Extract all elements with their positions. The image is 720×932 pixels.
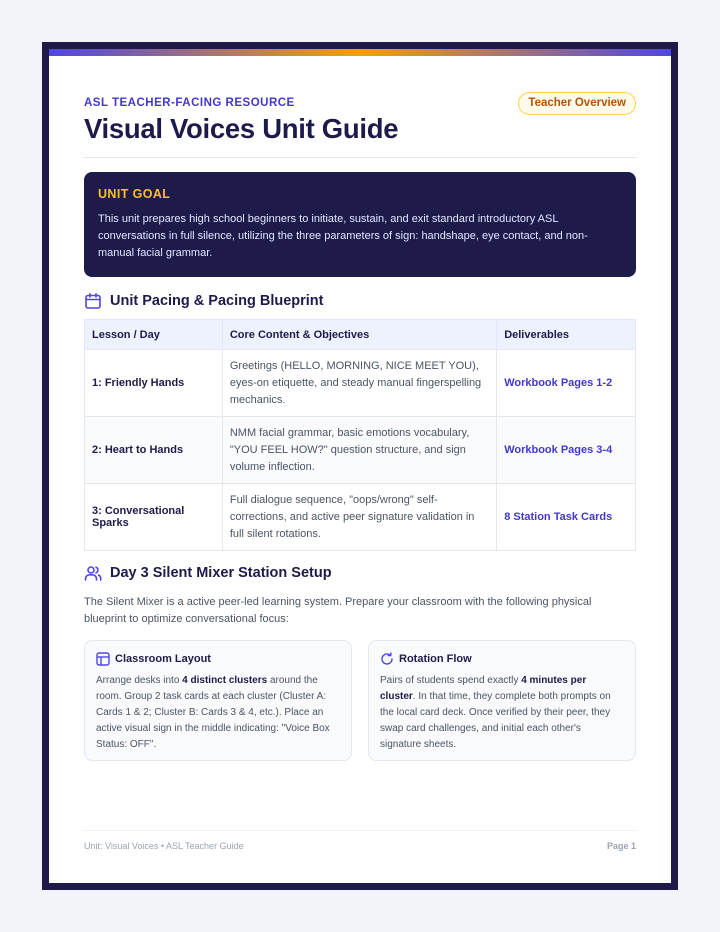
mixer-section-heading <box>84 563 332 583</box>
card-text-emphasis: 4 distinct clusters <box>182 675 268 686</box>
users-icon <box>84 564 102 582</box>
content-cell: Greetings (HELLO, MORNING, NICE MEET YOU), eyes-on etiquette, and steady manual fingerspelling mechanics. <box>222 350 496 417</box>
card-title: Rotation Flow <box>399 653 472 665</box>
deliverable-cell: Workbook Pages 1-2 <box>497 350 636 417</box>
classroom-layout-card <box>84 640 352 761</box>
teacher-overview-badge: Teacher Overview <box>518 92 636 115</box>
resource-eyebrow: ASL TEACHER-FACING RESOURCE <box>84 97 295 109</box>
content-cell: NMM facial grammar, basic emotions vocabulary, "YOU FEEL HOW?" question structure, and sign volume inflection. <box>222 417 496 484</box>
card-text <box>380 673 624 753</box>
content-cell: Full dialogue sequence, "oops/wrong" self-corrections, and active peer signature validation in full silent rotations. <box>222 484 496 551</box>
rotation-flow-card <box>368 640 636 761</box>
unit-goal-heading: UNIT GOAL <box>98 187 171 201</box>
pacing-section-heading <box>84 291 324 311</box>
deliverable-cell: 8 Station Task Cards <box>497 484 636 551</box>
page-frame <box>42 42 678 890</box>
header-divider <box>84 157 636 158</box>
card-text-post: around the room. Group 2 task cards at each cluster (Cluster A: Cards 1 & 2; Cluster B: Cards 3 & 4, etc.). Place an active visual sign in the middle indicating: "Voice Box Status: OFF". <box>96 675 330 750</box>
calendar-icon <box>84 292 102 310</box>
mixer-heading-text: Day 3 Silent Mixer Station Setup <box>110 565 332 581</box>
deliverable-cell: Workbook Pages 3-4 <box>497 417 636 484</box>
pacing-table <box>84 319 636 551</box>
column-header-content: Core Content & Objectives <box>222 320 496 350</box>
layout-icon <box>96 652 110 666</box>
footer-title: Unit: Visual Voices • ASL Teacher Guide <box>84 841 244 851</box>
refresh-icon <box>380 652 394 666</box>
card-heading <box>96 651 340 667</box>
card-text-emphasis: 4 minutes per cluster <box>380 675 587 702</box>
card-heading <box>380 651 624 667</box>
mixer-intro: The Silent Mixer is a active peer-led learning system. Prepare your classroom with the following physical blueprint to optimize conversational focus: <box>84 596 592 625</box>
column-header-deliverables: Deliverables <box>497 320 636 350</box>
card-text-pre: Arrange desks into <box>96 675 183 686</box>
page-number: Page 1 <box>606 841 636 851</box>
table-row <box>85 417 636 484</box>
page-title: Visual Voices Unit Guide <box>84 113 399 144</box>
unit-goal-text: This unit prepares high school beginners to initiate, sustain, and exit standard introductory ASL conversations in full silence, utilizing the three parameters of sign: handshape, eye contact, and non-manual facial grammar. <box>98 213 588 259</box>
card-text-pre: Pairs of students spend exactly <box>380 675 522 686</box>
document-page <box>49 49 671 883</box>
pacing-heading-text: Unit Pacing & Pacing Blueprint <box>110 293 324 309</box>
column-header-lesson: Lesson / Day <box>85 320 223 350</box>
table-row <box>85 484 636 551</box>
card-text-post: . In that time, they complete both prompts on the local card deck. Once verified by their peer, they swap card challenges, and initial each other's signature sheets. <box>380 691 611 750</box>
footer-divider <box>84 830 636 831</box>
table-row <box>85 350 636 417</box>
lesson-cell: 2: Heart to Hands <box>85 417 223 484</box>
lesson-cell: 3: Conversational Sparks <box>85 484 223 551</box>
lesson-cell: 1: Friendly Hands <box>85 350 223 417</box>
card-title: Classroom Layout <box>115 653 211 665</box>
page-content <box>84 49 636 883</box>
unit-goal-box <box>84 172 636 277</box>
card-text <box>96 673 340 753</box>
